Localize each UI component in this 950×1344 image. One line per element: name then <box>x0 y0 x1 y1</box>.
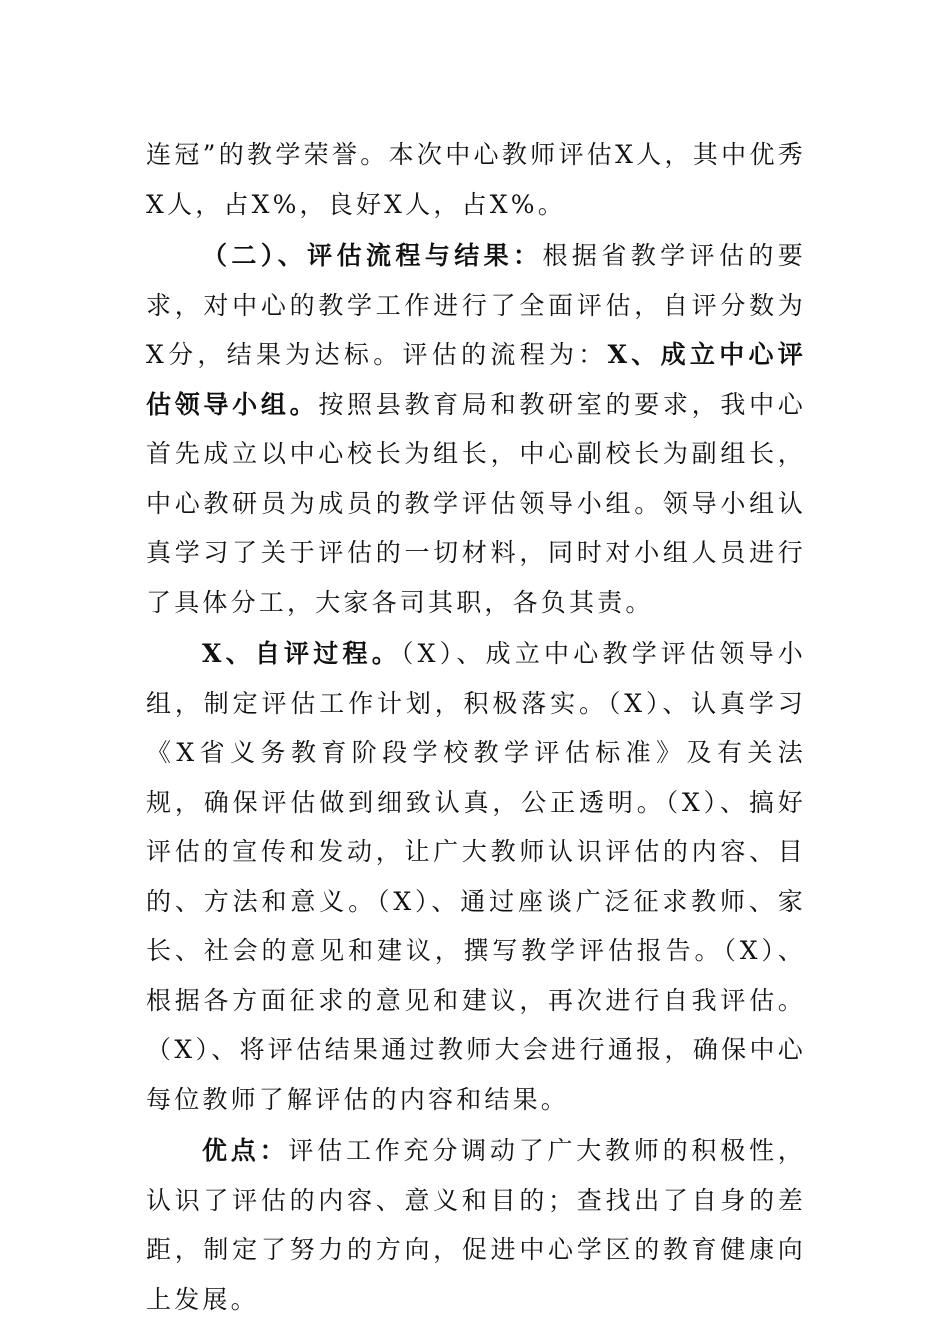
paragraph-2 <box>146 231 806 627</box>
advantages-heading: 优点： <box>202 1136 289 1165</box>
paragraph-1 <box>146 130 806 229</box>
paragraph-3-text: （X）、成立中心教学评估领导小组，制定评估工作计划，积极落实。（X）、认真学习《X省义务教育阶段学校教学评估标准》及有关法规，确保评估做到细致认真，公正透明。（X）、搞好评估的宣传和发动，让广大教师认识评估的内容、目的、方法和意义。（X）、通过座谈广泛征求教师、家长、社会的意见和建议，撰写教学评估报告。（X）、根据各方面征求的意见和建议，再次进行自我评估。（X）、将评估结果通过教师大会进行通报，确保中心每位教师了解评估的内容和结果。 <box>146 639 806 1114</box>
step-heading-establish-group: X、成立中心评估领导小组。 <box>146 340 806 419</box>
paragraph-4 <box>146 1126 806 1324</box>
section-heading-evaluation-process: （二）、评估流程与结果： <box>202 241 543 270</box>
step-heading-self-evaluation: X、自评过程。 <box>202 639 401 668</box>
paragraph-2-text-a: 根据省教学评估的要求，对中心的教学工作进行了全面评估，自评分数为X分，结果为达标。评估的流程为： <box>146 241 806 369</box>
paragraph-4-text: 评估工作充分调动了广大教师的积极性，认识了评估的内容、意义和目的；查找出了自身的差距，制定了努力的方向，促进中心学区的教育健康向上发展。 <box>146 1136 806 1314</box>
document-body <box>146 130 806 1324</box>
paragraph-2-text-b: 按照县教育局和教研室的要求，我中心首先成立以中心校长为组长，中心副校长为副组长，中心教研员为成员的教学评估领导小组。领导小组认真学习了关于评估的一切材料，同时对小组人员进行了具体分工，大家各司其职，各负其责。 <box>146 389 806 617</box>
paragraph-1-text: 连冠”的教学荣誉。本次中心教师评估X人，其中优秀X人，占X%，良好X人，占X%。 <box>146 140 806 219</box>
paragraph-3 <box>146 629 806 1124</box>
